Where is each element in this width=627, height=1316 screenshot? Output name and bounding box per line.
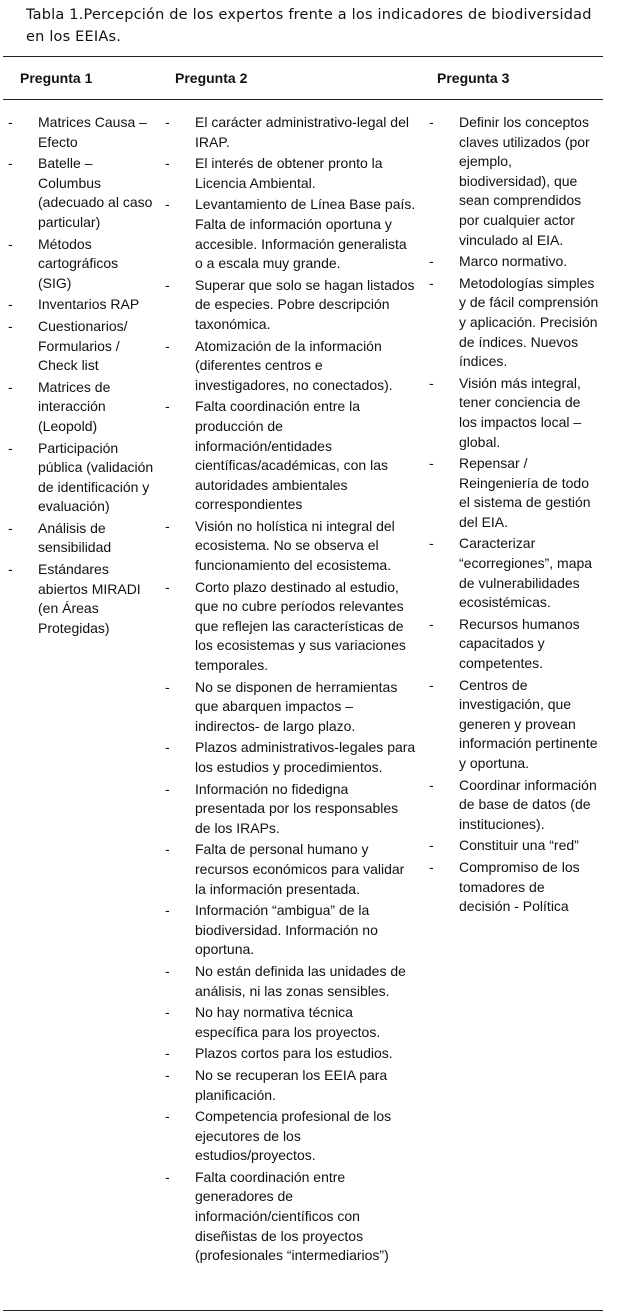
bullet-dash: - [429,858,434,875]
bullet-dash: - [8,296,13,313]
bullet-dash: - [8,439,13,456]
bullet-dash: - [165,962,170,979]
bullet-dash: - [8,155,13,172]
bullet-dash: - [8,561,13,578]
bullet-dash: - [8,114,13,130]
header-pregunta-3: Pregunta 3 [437,70,510,86]
list-item-text: Visión no holística ni integral del ecosistema. No se observa el funcionamiento del ecosistema. [195,517,395,574]
column-pregunta-1 [8,113,154,640]
list-item [165,678,417,737]
list-item [8,439,154,517]
column-pregunta-3 [429,113,599,919]
list-item-text: Atomización de la información (diferentes centros e investigadores, no conectados). [195,337,393,393]
list-item-text: Corto plazo destinado al estudio, que no cubre períodos relevantes que reflejen las características de los ecosistemas y sus variaciones temporales. [195,578,406,674]
table-bottom-rule [3,1310,603,1311]
list-item [429,113,599,250]
bullet-dash: - [165,114,170,130]
bullet-dash: - [165,398,170,415]
list-item [8,295,154,315]
list-item-text: Coordinar información de base de datos (de instituciones). [459,776,597,832]
bullet-dash: - [429,676,434,693]
list-item [165,578,417,676]
list-item-text: Inventarios RAP [38,296,140,313]
bullet-dash: - [165,337,170,354]
list-item-text: Batelle – Columbus (adecuado al caso particular) [38,155,153,230]
list-item-text: Recursos humanos capacitados y competentes. [459,615,580,672]
column-pregunta-2 [165,113,417,1268]
list-item-text: Centros de investigación, que generen y provean información pertinente y oportuna. [459,676,598,771]
list-item-text: Análisis de sensibilidad [38,519,112,556]
list-item-text: Compromiso de los tomadores de decisión - Política [459,858,580,915]
list-item [165,1107,417,1166]
list-item-text: Competencia profesional de los ejecutores de los estudios/proyectos. [195,1108,392,1164]
list-item [429,858,599,917]
list-item [429,676,599,774]
list-item [165,113,417,152]
bullet-dash: - [429,837,434,854]
bullet-dash: - [8,235,13,252]
list-item-text: Información no fidedigna presentada por los responsables de los IRAPs. [195,780,399,836]
bullet-dash: - [429,455,434,472]
list-item-text: Plazos administrativos-legales para los estudios y procedimientos. [195,739,416,775]
list-item [165,195,417,273]
list-item [8,378,154,437]
list-item-text: Falta coordinación entre la producción de información/entidades científicas/académicas, con las autoridades ambientales correspondientes [195,398,388,513]
bullet-dash: - [165,1045,170,1062]
list-item-text: Visión más integral, tener conciencia de los impactos local – global. [459,374,582,450]
list-item [165,397,417,515]
list-item [165,840,417,899]
list-item-text: Caracterizar “ecorregiones”, mapa de vulnerabilidades ecosistémicas. [459,535,593,611]
list-item [8,235,154,294]
table-caption: Tabla 1.Percepción de los expertos frente a los indicadores de biodiversidad en los EEIAs. [26,7,592,45]
bullet-dash: - [165,578,170,595]
bullet-dash: - [165,1004,170,1021]
list-item [165,780,417,839]
bullet-dash: - [165,678,170,695]
list-item-text: Metodologías simples y de fácil comprensión y aplicación. Precisión de índices. Nuevos índices. [459,274,599,370]
list-item [429,374,599,452]
bullet-dash: - [8,519,13,536]
list-item-text: No se recuperan los EEIA para planificación. [195,1066,388,1103]
bullet-dash: - [429,535,434,552]
header-pregunta-1: Pregunta 1 [20,70,93,86]
bullet-dash: - [165,1066,170,1083]
list-item-text: Marco normativo. [459,253,568,270]
bullet-dash: - [429,114,434,130]
list-item-text: No se disponen de herramientas que abarquen impactos – indirectos- de largo plazo. [195,678,398,734]
bullet-dash: - [429,274,434,291]
table-top-rule [3,56,603,57]
list-item-text: Participación pública (validación de identificación y evaluación) [38,439,154,515]
list-item-text: Plazos cortos para los estudios. [195,1045,393,1062]
bullet-dash: - [165,155,170,172]
list-item-text: Definir los conceptos claves utilizados (por ejemplo, biodiversidad), que sean comprendidos por cualquier actor vinculado al EIA. [459,114,590,248]
list-item [429,776,599,835]
list-item-text: Métodos cartográficos (SIG) [38,235,119,291]
list-item [429,454,599,532]
list-item [165,1044,417,1064]
header-rule [3,99,603,100]
bullet-dash: - [429,253,434,270]
bullet-dash: - [165,196,170,213]
list-item [429,534,599,612]
list-item [8,113,154,152]
bullet-dash: - [165,902,170,919]
list-item-text: El interés de obtener pronto la Licencia Ambiental. [195,155,383,191]
list-item [8,519,154,558]
list-item-text: Cuestionarios/ Formularios / Check list [38,317,128,374]
list-item [165,1003,417,1042]
list-item [165,517,417,576]
list-item [8,317,154,376]
list-item-text: Superar que solo se hagan listados de especies. Pobre descripción taxonómica. [195,276,415,332]
list-item-text: Matrices de interacción (Leopold) [38,378,111,434]
list-item-text: Estándares abiertos MIRADI (en Áreas Protegidas) [38,561,141,636]
header-pregunta-2: Pregunta 2 [175,70,248,86]
list-item [429,252,599,272]
list-item [165,962,417,1001]
bullet-dash: - [165,1168,170,1185]
list-item [165,337,417,396]
list-item-text: Información “ambigua” de la biodiversidad. Información no oportuna. [195,902,378,958]
list-item [429,615,599,674]
bullet-dash: - [165,739,170,756]
bullet-dash: - [429,615,434,632]
list-item-text: Levantamiento de Línea Base país. Falta de información oportuna y accesible. Información generalista o a escala muy grande. [195,196,416,272]
list-item [429,836,599,856]
bullet-dash: - [165,780,170,797]
list-item-text: El carácter administrativo-legal del IRAP. [195,114,409,150]
bullet-dash: - [429,776,434,793]
list-item-text: Falta coordinación entre generadores de información/científicos con diseñistas de los proyectos (profesionales “intermediarios”) [195,1168,389,1264]
list-item-text: Matrices Causa – Efecto [38,114,147,150]
list-item-text: No hay normativa técnica específica para los proyectos. [195,1004,381,1040]
list-item [165,738,417,777]
list-item [8,560,154,638]
bullet-dash: - [165,517,170,534]
bullet-dash: - [429,374,434,391]
bullet-dash: - [165,841,170,858]
list-item-text: Repensar / Reingeniería de todo el sistema de gestión del EIA. [459,455,591,530]
list-item-text: Falta de personal humano y recursos económicos para validar la información presentada. [195,841,405,897]
list-item [165,276,417,335]
bullet-dash: - [165,276,170,293]
list-item [165,901,417,960]
list-item-text: Constituir una “red” [459,837,579,854]
bullet-dash: - [165,1108,170,1125]
list-item [429,274,599,372]
list-item-text: No están definida las unidades de análisis, ni las zonas sensibles. [195,962,406,999]
list-item [165,154,417,193]
bullet-dash: - [8,317,13,334]
list-item [8,154,154,232]
list-item [165,1066,417,1105]
bullet-dash: - [8,378,13,395]
list-item [165,1168,417,1266]
